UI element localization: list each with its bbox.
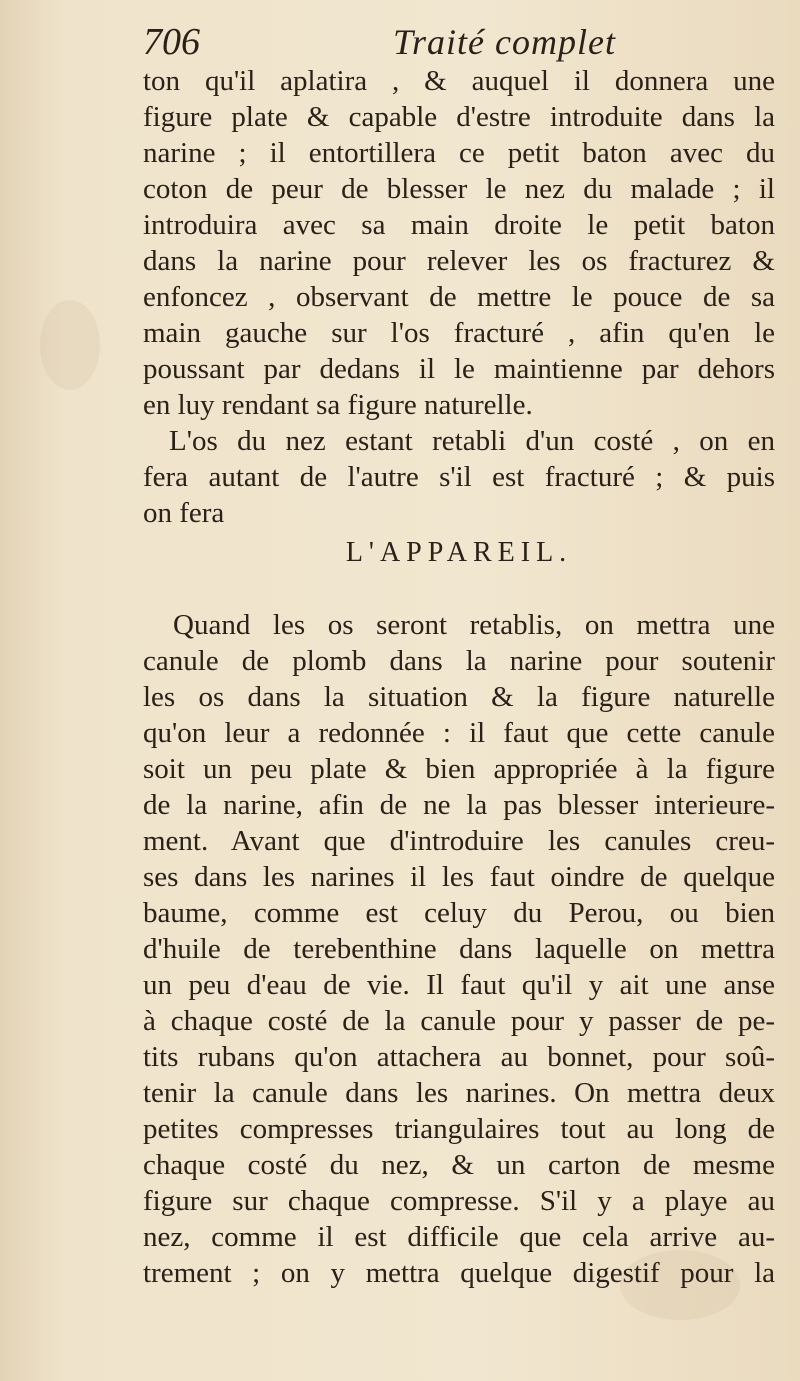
text-line: L'os du nez estant retabli d'un costé , on en <box>169 425 775 457</box>
text-line: qu'on leur a redonnée : il faut que cette canule <box>143 717 775 749</box>
text-line: on fera <box>143 497 225 529</box>
page-number: 706 <box>143 21 200 63</box>
text-line: coton de peur de blesser le nez du malade ; il <box>143 173 775 205</box>
paragraph-3 <box>143 607 775 1291</box>
text-line: main gauche sur l'os fracturé , afin qu'en le <box>143 317 775 349</box>
text-line: fera autant de l'autre s'il est fracturé ; & puis <box>143 461 775 493</box>
text-line: poussant par dedans il le maintienne par dehors <box>143 353 775 385</box>
text-line: introduira avec sa main droite le petit baton <box>143 209 775 241</box>
text-line: ment. Avant que d'introduire les canules creu- <box>143 825 775 857</box>
text-line: baume, comme est celuy du Perou, ou bien <box>143 897 775 929</box>
text-line: ses dans les narines il les faut oindre de quelque <box>143 861 775 893</box>
text-line: un peu d'eau de vie. Il faut qu'il y ait une anse <box>143 969 775 1001</box>
text-line: d'huile de terebenthine dans laquelle on mettra <box>143 933 775 965</box>
text-line: soit un peu plate & bien appropriée à la figure <box>143 753 775 785</box>
text-line: petites compresses triangulaires tout au long de <box>143 1113 775 1145</box>
page-header <box>143 20 763 64</box>
text-line: en luy rendant sa figure naturelle. <box>143 389 533 421</box>
section-heading: L'APPAREIL. <box>345 537 573 568</box>
paragraph-2 <box>143 423 775 531</box>
text-block-first <box>143 63 775 531</box>
text-line: dans la narine pour relever les os fracturez & <box>143 245 775 277</box>
text-line: figure plate & capable d'estre introduite dans la <box>143 101 775 133</box>
text-line: tits rubans qu'on attachera au bonnet, pour soû- <box>143 1041 775 1073</box>
text-line: tenir la canule dans les narines. On mettra deux <box>143 1077 775 1109</box>
running-title: Traité complet <box>393 22 616 62</box>
paper-stain <box>40 300 100 390</box>
text-line: enfoncez , observant de mettre le pouce de sa <box>143 281 775 313</box>
text-line: Quand les os seront retablis, on mettra une <box>173 609 775 641</box>
text-line: trement ; on y mettra quelque digestif pour la <box>143 1257 775 1289</box>
text-line: de la narine, afin de ne la pas blesser interieure- <box>143 789 775 821</box>
text-line: ton qu'il aplatira , & auquel il donnera une <box>143 65 775 97</box>
text-line: chaque costé du nez, & un carton de mesme <box>143 1149 775 1181</box>
text-line: figure sur chaque compresse. S'il y a playe au <box>143 1185 775 1217</box>
text-line: les os dans la situation & la figure naturelle <box>143 681 775 713</box>
paragraph-1 <box>143 63 775 423</box>
text-line: narine ; il entortillera ce petit baton avec du <box>143 137 775 169</box>
text-line: à chaque costé de la canule pour y passer de pe- <box>143 1005 775 1037</box>
text-line: canule de plomb dans la narine pour soutenir <box>143 645 775 677</box>
text-line: nez, comme il est difficile que cela arrive au- <box>143 1221 775 1253</box>
text-block-second <box>143 607 775 1291</box>
